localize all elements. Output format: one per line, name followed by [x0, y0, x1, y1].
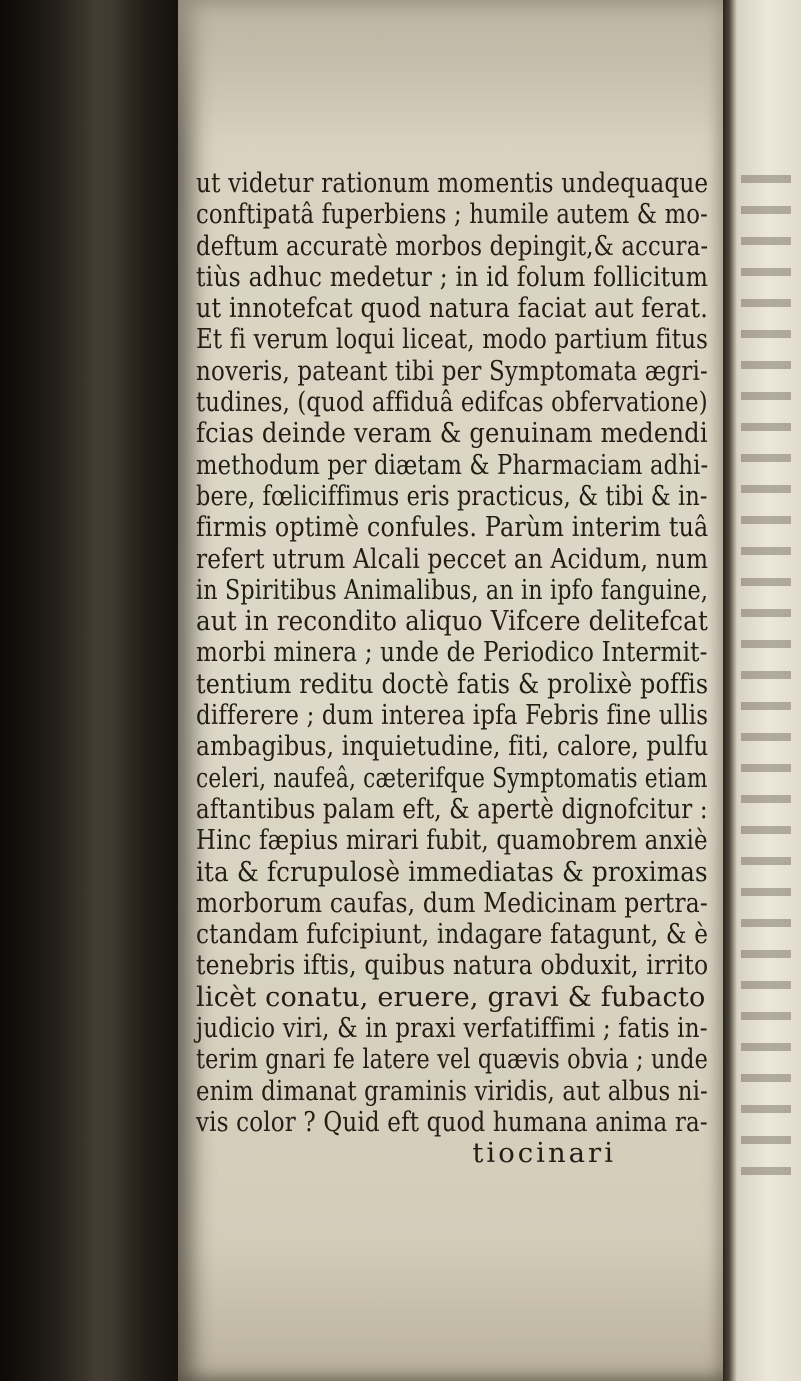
- text-line-7: noveris, pateant tibi per Symptomata ægri-: [196, 354, 708, 387]
- text-line-31: vis color ? Quid eft quod humana anima ra-: [196, 1105, 708, 1138]
- text-line-11: bere, fœliciffimus eris practicus, & tibi & in-: [196, 479, 708, 512]
- book-gutter: [0, 0, 190, 1381]
- catchword: tiocinari: [472, 1137, 616, 1170]
- text-line-28: judicio viri, & in praxi verfatiffimi ; fatis in-: [196, 1012, 708, 1045]
- page-text: [196, 168, 716, 1170]
- text-line-6: Et fi verum loqui liceat, modo partium fitus: [196, 323, 709, 356]
- text-line-30: enim dimanat graminis viridis, aut albus ni-: [196, 1074, 708, 1107]
- text-line-9: fcias deinde veram & genuinam medendi: [196, 417, 708, 450]
- text-line-29: terim gnari fe latere vel quævis obvia ; unde: [196, 1043, 708, 1076]
- text-line-24: morborum caufas, dum Medicinam pertra-: [196, 886, 708, 919]
- text-line-1: ut videtur rationum momentis undequaque: [196, 167, 709, 199]
- adjacent-page-text-traces: [741, 175, 791, 1185]
- text-line-3: deftum accuratè morbos depingit,& accura-: [196, 229, 709, 262]
- text-line-17: tentium reditu doctè fatis & prolixè poffis: [196, 667, 709, 700]
- text-line-8: tudines, (quod affiduâ edifcas obfervatione): [196, 386, 708, 419]
- text-line-22: Hinc fæpius mirari fubit, quamobrem anxiè: [196, 824, 708, 857]
- text-line-12: firmis optimè confules. Parùm interim tuâ: [196, 511, 709, 544]
- text-line-16: morbi minera ; unde de Periodico Intermit-: [196, 636, 708, 669]
- text-line-15: aut in recondito aliquo Vifcere delitefcat: [196, 605, 709, 638]
- text-line-19: ambagibus, inquietudine, fiti, calore, pulfu: [196, 730, 709, 763]
- text-line-23: ita & fcrupulosè immediatas & proximas: [196, 855, 708, 888]
- text-line-4: tiùs adhuc medetur ; in id folum follicitum: [196, 260, 709, 293]
- text-line-18: differere ; dum interea ipfa Febris fine ullis: [196, 699, 709, 732]
- text-line-14: in Spiritibus Animalibus, an in ipfo fanguine,: [196, 573, 709, 606]
- adjacent-page-edge: [723, 0, 801, 1381]
- text-line-21: aftantibus palam eft, & apertè dignofcitur :: [196, 792, 708, 825]
- text-line-2: conftipatâ fuperbiens ; humile autem & mo-: [196, 198, 708, 231]
- text-line-26: tenebris iftis, quibus natura obduxit, irrito: [196, 949, 709, 982]
- text-line-5: ut innotefcat quod natura faciat aut ferat.: [196, 292, 709, 325]
- text-line-20: celeri, naufeâ, cæterifque Symptomatis etiam: [196, 761, 708, 794]
- page-top-shading: [178, 0, 723, 150]
- text-line-27: licèt conatu, eruere, gravi & fubacto: [196, 980, 706, 1013]
- text-line-13: refert utrum Alcali peccet an Acidum, num: [196, 542, 709, 575]
- text-line-25: ctandam fufcipiunt, indagare fatagunt, & è: [196, 918, 709, 951]
- text-line-10: methodum per diætam & Pharmaciam adhi-: [196, 448, 709, 481]
